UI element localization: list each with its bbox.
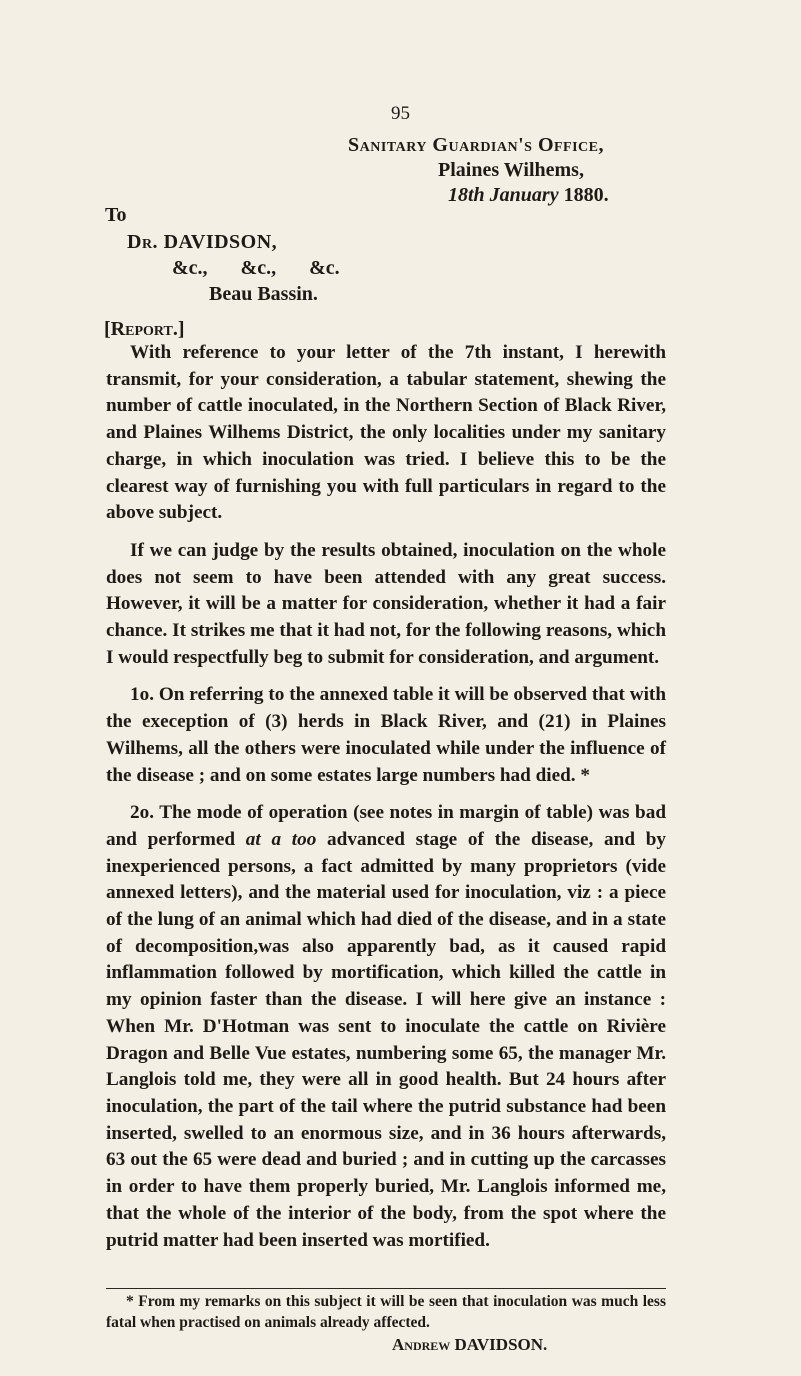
footnote-text: * From my remarks on this subject it will be seen that inoculation was much less fatal when practised on animals already affected. (106, 1293, 666, 1331)
signature-first: Andrew (392, 1335, 451, 1354)
paragraph-text: 2o. The mode of operation (see notes in margin of table) was bad and performed (106, 802, 666, 850)
addressee-name (127, 231, 277, 254)
addressee-surname: DAVIDSON, (163, 231, 278, 253)
paragraph (106, 800, 666, 1254)
to-line: To (105, 204, 127, 226)
addressee-location: Beau Bassin. (209, 283, 318, 305)
date-year: 1880. (563, 184, 609, 206)
paragraph-text: advanced stage of the disease, and by inexperienced persons, a fact admitted by many proprietors (vide annexed letters), and the material used for inoculation, viz : a piece of the lung of an animal which had died of the disease, and in a state of decomposition,was also apparently bad, as it caused rapid inflammation followed by mortification, which killed the cattle in my opinion faster than the disease. I will here give an instance : When Mr. D'Hotman was sent to inoculate the cattle on Rivière Dragon and Belle Vue estates, numbering some 65, the manager Mr. Langlois told me, they were all in good health. But 24 hours after inoculation, the part of the tail where the putrid substance had been inserted, swelled to an enormous size, and in 36 hours afterwards, 63 out the 65 were dead and buried ; and in cutting up the carcasses in order to have them properly buried, Mr. Langlois informed me, that the whole of the interior of the body, from the spot where the putrid matter had been inserted was mortified. (106, 828, 666, 1251)
signature-last: DAVIDSON. (454, 1335, 548, 1354)
paragraph: 1o. On referring to the annexed table it will be observed that with the exeception of (3) herds in Black River, and (21) in Plaines Wilhems, all the others were inoculated while under the influence of the disease ; and on some estates large numbers had died. * (106, 684, 666, 786)
footnote (106, 1291, 666, 1333)
office-heading: Sanitary Guardian's Office, (348, 134, 604, 156)
date-day: 18th January (448, 184, 559, 206)
addressee-title: Dr. (127, 231, 159, 253)
paragraph-italic: at a too (245, 828, 317, 850)
etc-line: &c., &c., &c. (172, 257, 340, 279)
footnote-rule (106, 1288, 666, 1289)
page-number: 95 (391, 103, 410, 124)
paragraph: If we can judge by the results obtained, inoculation on the whole does not seem to have been attended with any great success. However, it will be a matter for consideration, whether it had a fair chance. It strikes me that it had not, for the following reasons, which I would respectfully beg to submit for consideration, and argument. (106, 539, 666, 668)
report-heading: [Report.] (104, 318, 185, 340)
paragraph: With reference to your letter of the 7th instant, I herewith transmit, for your consideration, a tabular statement, shewing the number of cattle inoculated, in the Northern Section of Black River, and Plaines Wilhems District, the only localities under my sanitary charge, in which inoculation was tried. I believe this to be the clearest way of furnishing you with full particulars in regard to the above subject. (106, 342, 666, 524)
place-line: Plaines Wilhems, (438, 159, 584, 181)
date-line (448, 184, 609, 207)
signature (392, 1335, 547, 1355)
letter-body (106, 340, 666, 1265)
